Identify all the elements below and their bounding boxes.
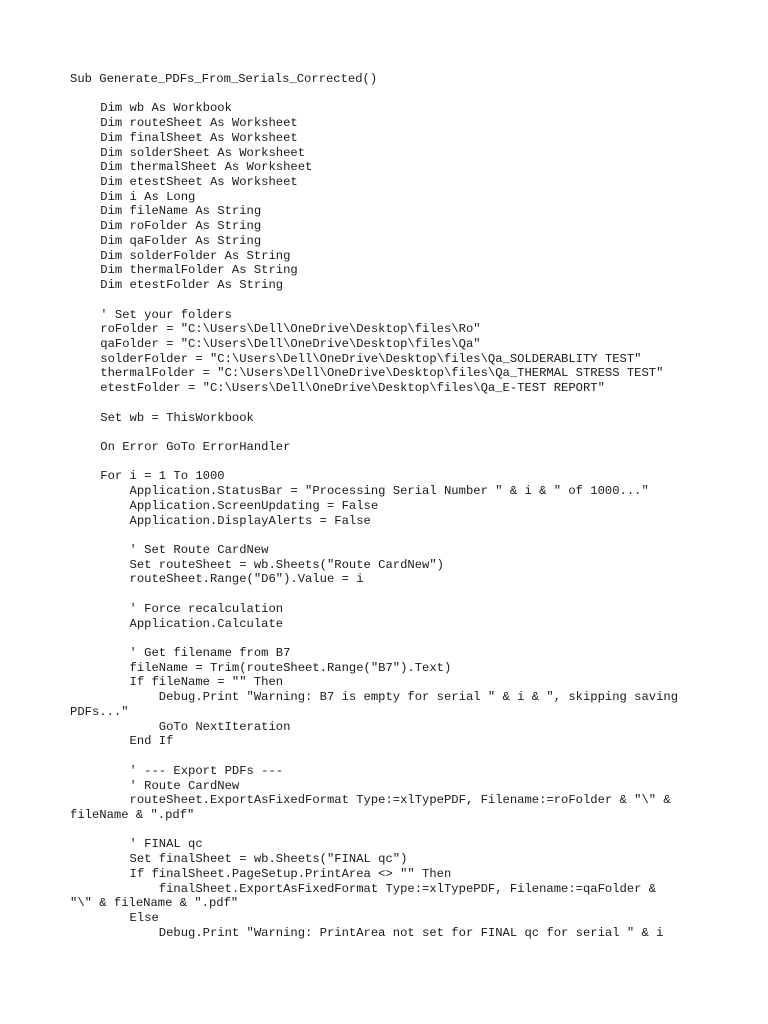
code-line [71,631,678,646]
code-line: routeSheet.ExportAsFixedFormat Type:=xlTypePDF, Filename:=roFolder & "\" & [71,793,671,808]
code-line: End If [71,734,174,749]
code-line: routeSheet.Range("D6").Value = i [71,572,364,587]
code-line: fileName & ".pdf" [70,807,195,822]
code-line: fileName = Trim(routeSheet.Range("B7").Text) [71,660,452,675]
code-line: roFolder = "C:\Users\Dell\OneDrive\Desktop\files\Ro" [71,322,481,337]
code-line: Set wb = ThisWorkbook [71,410,254,425]
code-line: Set routeSheet = wb.Sheets("Route CardNew") [71,557,444,572]
code-line: Dim roFolder As String [71,219,262,234]
code-line: Dim qaFolder As String [71,233,262,248]
code-line: Dim finalSheet As Worksheet [71,130,298,145]
code-line: finalSheet.ExportAsFixedFormat Type:=xlTypePDF, Filename:=qaFolder & [71,881,657,896]
code-line: Set finalSheet = wb.Sheets("FINAL qc") [71,852,408,867]
code-line [71,87,678,102]
code-line: On Error GoTo ErrorHandler [71,439,291,454]
code-line: ' FINAL qc [71,837,203,852]
code-line: PDFs..." [70,704,129,719]
code-line: Dim etestFolder As String [71,278,284,293]
code-line [71,455,678,470]
code-line [71,396,678,411]
code-line: Application.DisplayAlerts = False [71,513,371,528]
code-line: GoTo NextIteration [71,719,291,734]
code-line: Dim routeSheet As Worksheet [71,116,298,131]
code-line: If fileName = "" Then [71,675,284,690]
code-line: If finalSheet.PageSetup.PrintArea <> "" Then [71,866,452,881]
code-line: Dim etestSheet As Worksheet [71,175,298,190]
code-line: Dim wb As Workbook [71,101,232,116]
code-line: Debug.Print "Warning: B7 is empty for serial " & i & ", skipping saving [71,690,679,705]
code-line [71,823,678,838]
code-line: Application.Calculate [71,616,284,631]
code-line: Dim i As Long [71,189,196,204]
code-line: solderFolder = "C:\Users\Dell\OneDrive\Desktop\files\Qa_SOLDERABLITY TEST" [71,351,642,366]
code-line: thermalFolder = "C:\Users\Dell\OneDrive\Desktop\files\Qa_THERMAL STRESS TEST" [71,366,664,381]
code-line: ' Route CardNew [71,778,240,793]
code-line: Dim solderFolder As String [71,248,291,263]
code-line: Dim fileName As String [71,204,262,219]
code-line: ' Set your folders [71,307,232,322]
code-line: ' Set Route CardNew [71,543,269,557]
code-line [71,293,678,308]
code-line: qaFolder = "C:\Users\Dell\OneDrive\Desktop\files\Qa" [71,336,481,351]
code-line: ' --- Export PDFs --- [71,763,284,778]
code-listing [71,72,678,940]
code-line: Dim thermalFolder As String [71,263,298,278]
code-line [71,528,678,543]
code-line: Dim thermalSheet As Worksheet [71,160,313,175]
code-line: ' Force recalculation [71,601,284,616]
code-line: Debug.Print "Warning: PrintArea not set for FINAL qc for serial " & i [71,925,664,940]
code-line: "\" & fileName & ".pdf" [70,896,239,911]
code-line [71,425,678,440]
code-line: ' Get filename from B7 [71,646,291,661]
code-line [71,587,678,602]
code-line: Sub Generate_PDFs_From_Serials_Corrected() [70,72,378,86]
code-line: etestFolder = "C:\Users\Dell\OneDrive\Desktop\files\Qa_E-TEST REPORT" [71,381,605,396]
code-line: Application.StatusBar = "Processing Serial Number " & i & " of 1000..." [71,484,649,499]
code-line: Else [71,910,159,925]
code-line [71,749,678,764]
code-line: Dim solderSheet As Worksheet [71,145,306,160]
code-line: For i = 1 To 1000 [71,469,225,484]
code-line: Application.ScreenUpdating = False [71,498,379,513]
